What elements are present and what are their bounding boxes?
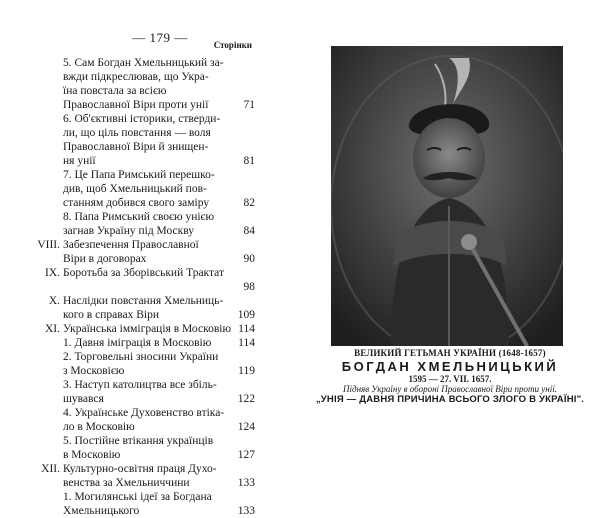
toc-entry bbox=[0, 168, 300, 182]
toc-entry-page: 98 bbox=[243, 281, 255, 293]
toc-entry-page: 109 bbox=[237, 309, 255, 321]
toc-entry-page: 114 bbox=[238, 323, 255, 335]
toc-entry bbox=[0, 154, 300, 168]
toc-entry bbox=[0, 336, 300, 350]
toc-entry bbox=[0, 56, 300, 70]
left-page bbox=[0, 0, 300, 517]
toc-entry-title: Хмельницького bbox=[63, 505, 140, 517]
toc-entry bbox=[0, 434, 300, 448]
toc-entry bbox=[0, 70, 300, 84]
toc-entry-title: 5. Сам Богдан Хмельницький за- bbox=[63, 57, 224, 69]
face bbox=[413, 118, 485, 198]
toc-entry-title: 4. Українське Духовенство втіка- bbox=[63, 407, 225, 419]
toc-entry-page: 133 bbox=[237, 477, 255, 489]
caption-quote: „УНІЯ — ДАВНЯ ПРИЧИНА ВСЬОГО ЗЛОГО В УКРАЇНІ". bbox=[315, 394, 585, 405]
toc-entry bbox=[0, 504, 300, 518]
toc-entry bbox=[0, 140, 300, 154]
toc-entry-number: X. bbox=[48, 295, 60, 307]
toc-entry-title: 7. Це Папа Римський перешко- bbox=[63, 169, 215, 181]
toc-entry bbox=[0, 280, 300, 294]
caption-name: БОГДАН ХМЕЛЬНИЦЬКИЙ bbox=[341, 359, 559, 374]
right-page bbox=[300, 0, 600, 430]
toc-entry-title: див, щоб Хмельницький пов- bbox=[63, 183, 207, 195]
toc-entry-title: 8. Папа Римський своєю унією bbox=[63, 211, 215, 223]
toc-entry bbox=[0, 462, 300, 476]
toc-entry bbox=[0, 448, 300, 462]
toc-entry-title: загнав Україну під Москву bbox=[63, 225, 195, 237]
toc-entry bbox=[0, 392, 300, 406]
toc-entry-title: Православної Віри проти унії bbox=[63, 99, 209, 111]
toc-entry-title: в Московію bbox=[63, 449, 121, 461]
toc-entry bbox=[0, 182, 300, 196]
toc-entry-title: Віри в договорах bbox=[63, 253, 147, 265]
toc-entry bbox=[0, 364, 300, 378]
toc-entry-title: шувався bbox=[63, 393, 104, 405]
toc-entry bbox=[0, 490, 300, 504]
hetman-portrait bbox=[331, 46, 563, 346]
toc-entry-title: станням добився свого заміру bbox=[63, 197, 210, 209]
toc-entry bbox=[0, 252, 300, 266]
toc-entry-title: ли, що ціль повстання — воля bbox=[63, 127, 211, 139]
toc-entry-number: VIII. bbox=[37, 239, 60, 251]
toc-entry bbox=[0, 238, 300, 252]
toc-entry-title: кого в справах Віри bbox=[63, 309, 160, 321]
toc-entry-title: з Московією bbox=[63, 365, 125, 377]
toc-entry bbox=[0, 196, 300, 210]
caption-description: Підняв Україну в обороні Православної Віри проти унії. bbox=[343, 384, 557, 394]
toc-entry bbox=[0, 308, 300, 322]
toc-entry-page: 124 bbox=[237, 421, 255, 433]
toc-entry-page: 90 bbox=[243, 253, 255, 265]
page-number: — 179 — bbox=[132, 30, 188, 45]
toc-entry-page: 119 bbox=[238, 365, 255, 377]
toc-entry-page: 133 bbox=[237, 505, 255, 517]
toc-entry-title: вжди підкреслював, що Укра- bbox=[63, 71, 209, 83]
pages-column-header: Сторінки bbox=[213, 40, 252, 50]
toc-entry-page: 127 bbox=[237, 449, 255, 461]
toc-entry-title: Українська імміграція в Московію bbox=[63, 323, 232, 335]
toc-entry-page: 84 bbox=[243, 225, 255, 237]
toc-entry-title: 1. Могилянські ідеї за Богдана bbox=[63, 491, 212, 503]
toc-entry-title: венства за Хмельниччини bbox=[63, 477, 190, 489]
toc-entry-title: 3. Наступ католицтва все збіль- bbox=[63, 379, 217, 391]
toc-entry-number: XII. bbox=[41, 463, 60, 475]
toc-entry-title: 6. Об'єктивні історики, стверди- bbox=[63, 113, 221, 125]
toc-entry bbox=[0, 476, 300, 490]
toc-entry bbox=[0, 210, 300, 224]
toc-entry bbox=[0, 322, 300, 336]
toc-entry bbox=[0, 406, 300, 420]
toc-entry bbox=[0, 84, 300, 98]
toc-entry-page: 81 bbox=[243, 155, 255, 167]
toc-entry-title: ня унії bbox=[63, 155, 96, 167]
toc-entry-title: їна повстала за всією bbox=[63, 85, 167, 97]
toc-entry bbox=[0, 378, 300, 392]
toc-entry-title: 2. Торговельні зносини України bbox=[63, 351, 219, 363]
toc-entry bbox=[0, 112, 300, 126]
toc-entry-title: 5. Постійне втікання українців bbox=[63, 435, 214, 447]
toc-entry-title: 1. Давня іміграція в Московію bbox=[63, 337, 212, 349]
toc-entry bbox=[0, 420, 300, 434]
toc-entry-page: 122 bbox=[237, 393, 255, 405]
toc-entry-page: 114 bbox=[238, 337, 255, 349]
toc-entry bbox=[0, 98, 300, 112]
toc-entry-page: 82 bbox=[243, 197, 255, 209]
portrait-illustration bbox=[331, 46, 563, 346]
toc-entry bbox=[0, 294, 300, 308]
toc-entry-page: 71 bbox=[243, 99, 255, 111]
toc-entry-title: Наслідки повстання Хмельниць- bbox=[63, 295, 224, 307]
mace-head bbox=[461, 234, 477, 250]
toc-entry-title: Православної Віри й знищен- bbox=[63, 141, 209, 153]
toc-entry-number: IX. bbox=[44, 267, 60, 279]
toc-entry bbox=[0, 350, 300, 364]
caption-dates: 1595 — 27. VII. 1657. bbox=[408, 374, 492, 384]
toc-entry-title: Забезпечення Православної bbox=[63, 239, 199, 251]
toc-entry-number: XI. bbox=[44, 323, 60, 335]
toc-entry bbox=[0, 224, 300, 238]
toc-entry bbox=[0, 126, 300, 140]
toc-entry bbox=[0, 266, 300, 280]
toc-entry-title: Культурно-освітня праця Духо- bbox=[63, 463, 217, 475]
toc-entry-title: Боротьба за Зборівський Трактат bbox=[63, 267, 224, 279]
caption-title: ВЕЛИКИЙ ГЕТЬМАН УКРАЇНИ (1648-1657) bbox=[354, 348, 546, 358]
toc-entry-title: ло в Московію bbox=[63, 421, 135, 433]
